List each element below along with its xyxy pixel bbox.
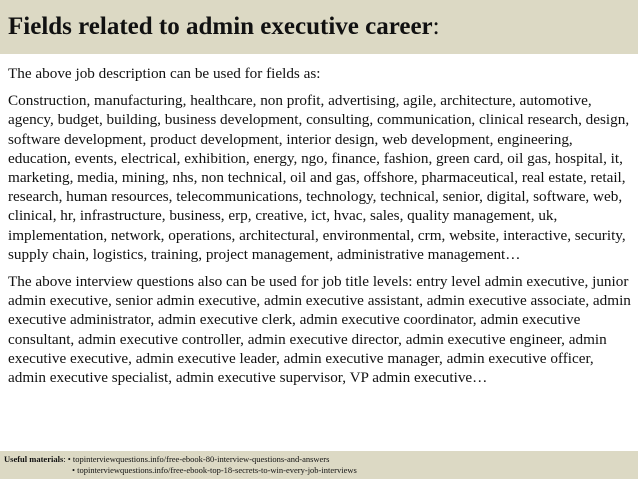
job-titles-text: The above interview questions also can be used for job title levels: entry level admin executive, junior admin executive, senior admin executive, admin executive assistant, admin executive associate, admin executive administrator, admin executive clerk, admin executive coordinator, admin executive consultant, admin executive controller, admin executive director, admin executive engineer, admin executive executive, admin executive leader, admin executive manager, admin executive officer, admin executive specialist, admin executive supervisor, VP admin executive… (8, 273, 631, 387)
footer-label-colon: : (63, 454, 66, 464)
footer-row-1 (4, 454, 638, 465)
intro-text: The above job description can be used for fields as: (8, 65, 321, 82)
footer-label: Useful materials (4, 454, 64, 464)
footer (0, 451, 638, 479)
title-bar (0, 0, 638, 54)
footer-link-1[interactable]: • topinterviewquestions.info/free-ebook-80-interview-questions-and-answers (67, 454, 330, 464)
fields-list-text: Construction, manufacturing, healthcare, non profit, advertising, agile, architecture, automotive, agency, budget, building, business development, consulting, communication, clinical research, design, software development, product development, interior design, web development, engineering, education, events, electrical, exhibition, energy, ngo, finance, fashion, green card, oil gas, hospital, it, marketing, media, mining, nhs, non technical, oil and gas, offshore, pharmaceutical, real estate, retail, research, human resources, telecommunications, technology, technical, senior, digital, software, web, clinical, hr, infrastructure, business, erp, creative, ict, hvac, sales, quality management, uk, implementation, network, operations, architectural, environmental, crm, website, interactive, security, supply chain, logistics, training, project management, administrative management… (8, 92, 630, 263)
footer-link-2[interactable]: • topinterviewquestions.info/free-ebook-top-18-secrets-to-win-every-job-interviews (72, 465, 357, 475)
slide-title-colon: : (432, 13, 440, 40)
slide-title (8, 12, 638, 42)
footer-row-2 (4, 465, 638, 476)
slide-content (8, 64, 632, 387)
slide-title-text: Fields related to admin executive career (8, 13, 433, 40)
footer-indent (4, 465, 72, 476)
